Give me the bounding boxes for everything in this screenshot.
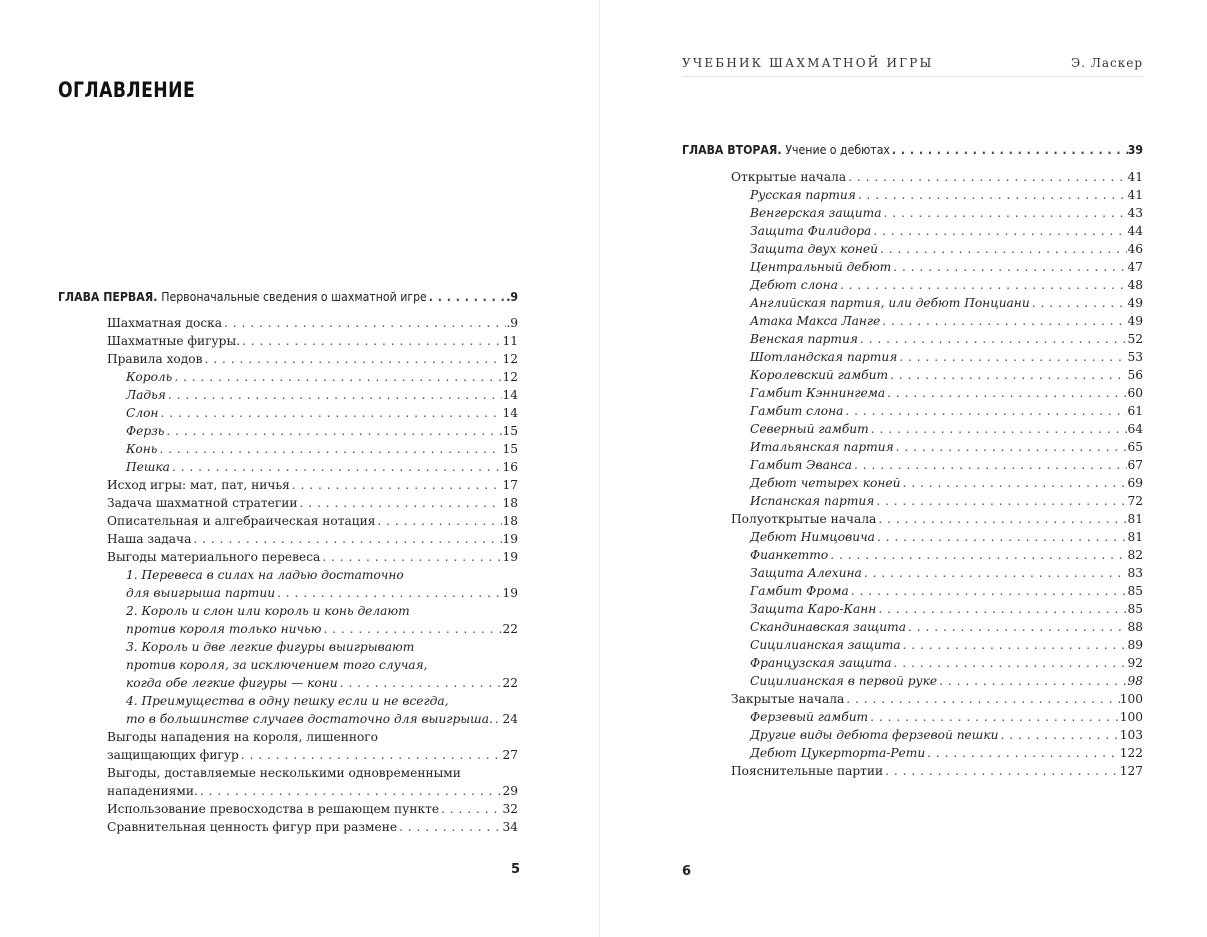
- toc-subentry[interactable]: [731, 384, 1143, 402]
- toc-subentry[interactable]: [107, 458, 518, 476]
- dot-leader: [191, 530, 502, 548]
- toc-entry[interactable]: [107, 800, 518, 818]
- toc-subentry[interactable]: [731, 366, 1143, 384]
- toc-entry-title: Гамбит Фрома: [750, 584, 849, 598]
- header-rule: [682, 76, 1143, 77]
- toc-entry-title: Защита Филидора: [750, 224, 872, 238]
- toc-subentry[interactable]: [731, 600, 1143, 618]
- dot-leader: [858, 330, 1128, 348]
- toc-subentry[interactable]: [731, 474, 1143, 492]
- toc-entry-page: 22: [502, 676, 518, 690]
- toc-entry-page: 52: [1127, 332, 1143, 346]
- toc-entry-title: Центральный дебют: [750, 260, 892, 274]
- toc-subentry[interactable]: [731, 294, 1143, 312]
- dot-leader: [843, 402, 1127, 420]
- toc-subentry-multiline[interactable]: [107, 566, 518, 602]
- toc-entry-title: защищающих фигур: [107, 748, 239, 762]
- toc-title: ОГЛАВЛЕНИЕ: [58, 78, 196, 102]
- toc-entry-page: 85: [1127, 584, 1143, 598]
- toc-entry-page: 11: [502, 334, 518, 348]
- toc-entry-page: 81: [1127, 512, 1143, 526]
- toc-subentry[interactable]: [731, 186, 1143, 204]
- toc-entry-last-line: [126, 584, 518, 602]
- dot-leader: [846, 168, 1127, 186]
- toc-entry-page: 16: [502, 460, 518, 474]
- toc-entry-page: 15: [502, 424, 518, 438]
- toc-entry-page: 41: [1127, 170, 1143, 184]
- toc-entry-title: Правила ходов: [107, 352, 203, 366]
- toc-entry[interactable]: [731, 690, 1143, 708]
- toc-entry-title: Защита Алехина: [750, 566, 862, 580]
- toc-entry-page: 19: [502, 550, 518, 564]
- toc-entry-title-line: Выгоды нападения на короля, лишенного: [107, 730, 379, 744]
- toc-entry[interactable]: [107, 476, 518, 494]
- toc-entry-title: когда обе легкие фигуры — кони: [126, 676, 338, 690]
- toc-entry-title: Король: [126, 370, 173, 384]
- toc-entry-page: 100: [1119, 710, 1143, 724]
- toc-subentry[interactable]: [731, 654, 1143, 672]
- chapter-one-entries: [107, 314, 518, 836]
- chapter-one-heading[interactable]: [58, 288, 518, 306]
- toc-entry-page: 14: [502, 388, 518, 402]
- toc-entry-page: 34: [502, 820, 518, 834]
- toc-entry-title: Конь: [126, 442, 158, 456]
- toc-entry-title: Итальянская партия: [750, 440, 894, 454]
- dot-leader: [871, 222, 1127, 240]
- toc-entry-page: 18: [502, 496, 518, 510]
- toc-subentry-multiline[interactable]: [107, 602, 518, 638]
- dot-leader: [290, 476, 503, 494]
- toc-entry-page: 100: [1119, 692, 1143, 706]
- toc-entry-title: Гамбит Кэннингема: [750, 386, 886, 400]
- toc-entry-title: Выгоды материального перевеса: [107, 550, 321, 564]
- toc-entry-title: нападениями.: [107, 784, 198, 798]
- toc-entry-title: Дебют Цукерторта-Рети: [750, 746, 926, 760]
- toc-entry-page: 89: [1127, 638, 1143, 652]
- chapter-two-entries: [731, 168, 1143, 780]
- dot-leader: [937, 672, 1127, 690]
- toc-entry-title: Ферзь: [126, 424, 165, 438]
- toc-entry-title: Гамбит слона: [750, 404, 844, 418]
- toc-entry-page: 65: [1127, 440, 1143, 454]
- toc-subentry[interactable]: [731, 330, 1143, 348]
- toc-entry-title: Пешка: [126, 460, 170, 474]
- toc-entry-page: 83: [1127, 566, 1143, 580]
- toc-subentry[interactable]: [107, 440, 518, 458]
- dot-leader: [427, 288, 506, 306]
- dot-leader: [876, 510, 1127, 528]
- toc-entry[interactable]: [107, 530, 518, 548]
- toc-entry-title: Другие виды дебюта ферзевой пешки: [750, 728, 999, 742]
- toc-entry-page: 32: [502, 802, 518, 816]
- toc-entry-title: Английская партия, или дебют Понциани: [750, 296, 1030, 310]
- toc-entry-title: Сицилианская защита: [750, 638, 901, 652]
- toc-subentry-multiline[interactable]: [107, 638, 518, 692]
- toc-entry-page: 122: [1119, 746, 1143, 760]
- toc-entry-title: Атака Макса Ланге: [750, 314, 881, 328]
- toc-entry-page: 72: [1127, 494, 1143, 508]
- dot-leader: [849, 582, 1128, 600]
- dot-leader: [900, 474, 1127, 492]
- dot-leader: [885, 384, 1127, 402]
- chapter-one-label: ГЛАВА ПЕРВАЯ.: [58, 290, 158, 304]
- toc-entry-page: 48: [1127, 278, 1143, 292]
- toc-entry-title: Использование превосходства в решающем пункте: [107, 802, 440, 816]
- toc-subentry[interactable]: [731, 744, 1143, 762]
- chapter-two-page: 39: [1127, 143, 1143, 157]
- toc-subentry[interactable]: [731, 456, 1143, 474]
- toc-entry-title: Королевский гамбит: [750, 368, 889, 382]
- dot-leader: [321, 620, 502, 638]
- toc-entry-title-line: 1. Перевеса в силах на ладью достаточно: [126, 568, 404, 582]
- toc-entry-page: 18: [502, 514, 518, 528]
- dot-leader: [998, 726, 1119, 744]
- dot-leader: [888, 366, 1127, 384]
- toc-entry-title: против короля только ничью: [126, 622, 322, 636]
- dot-leader: [493, 710, 503, 728]
- toc-entry-title: Ферзевый гамбит: [750, 710, 869, 724]
- toc-entry-title: Русская партия: [750, 188, 856, 202]
- toc-entry-page: 12: [502, 370, 518, 384]
- chapter-one-subtitle: Первоначальные сведения о шахматной игре: [161, 290, 427, 304]
- left-page: [0, 0, 599, 937]
- toc-entry-page: 49: [1127, 314, 1143, 328]
- dot-leader: [891, 258, 1127, 276]
- dot-leader: [862, 564, 1128, 582]
- toc-entry-page: 14: [502, 406, 518, 420]
- toc-entry[interactable]: [107, 494, 518, 512]
- toc-subentry[interactable]: [731, 312, 1143, 330]
- toc-entry-page: 67: [1127, 458, 1143, 472]
- toc-entry-title: Закрытые начала: [731, 692, 845, 706]
- dot-leader: [892, 654, 1128, 672]
- toc-subentry[interactable]: [731, 726, 1143, 744]
- toc-subentry[interactable]: [731, 438, 1143, 456]
- toc-entry-title: для выигрыша партии: [126, 586, 276, 600]
- toc-subentry[interactable]: [731, 402, 1143, 420]
- toc-entry-title: Описательная и алгебраическая нотация: [107, 514, 376, 528]
- toc-entry[interactable]: [731, 168, 1143, 186]
- toc-subentry[interactable]: [731, 204, 1143, 222]
- toc-entry-page: 49: [1127, 296, 1143, 310]
- toc-entry-page: 64: [1127, 422, 1143, 436]
- chapter-two-heading[interactable]: [682, 141, 1143, 159]
- toc-entry-page: 19: [502, 532, 518, 546]
- toc-entry-title: Пояснительные партии: [731, 764, 884, 778]
- toc-entry-last-line: [107, 782, 518, 800]
- toc-entry-title-line: Выгоды, доставляемые несколькими одновременными: [107, 766, 461, 780]
- toc-entry-page: .9: [506, 316, 518, 330]
- toc-entry[interactable]: [107, 332, 518, 350]
- toc-entry-title: Шахматная доска: [107, 316, 223, 330]
- toc-subentry-multiline[interactable]: [107, 692, 518, 728]
- dot-leader: [439, 800, 502, 818]
- toc-subentry[interactable]: [107, 404, 518, 422]
- toc-entry-last-line: [107, 746, 518, 764]
- toc-entry-page: 85: [1127, 602, 1143, 616]
- toc-subentry[interactable]: [731, 420, 1143, 438]
- toc-subentry[interactable]: [731, 240, 1143, 258]
- chapter-two-subtitle: Учение о дебютах: [785, 143, 890, 157]
- toc-entry[interactable]: [107, 548, 518, 566]
- dot-leader: [202, 350, 502, 368]
- toc-entry-title: Французская защита: [750, 656, 892, 670]
- chapter-two-heading-block: [682, 141, 1143, 159]
- toc-entry-multiline[interactable]: [107, 728, 518, 764]
- dot-leader: [158, 404, 502, 422]
- toc-entry-page: 98: [1127, 674, 1143, 688]
- dot-leader: [897, 348, 1127, 366]
- toc-entry-multiline[interactable]: [107, 764, 518, 800]
- toc-entry-page: 46: [1127, 242, 1143, 256]
- dot-leader: [239, 746, 503, 764]
- dot-leader: [856, 186, 1128, 204]
- right-page: [600, 0, 1207, 937]
- toc-entry-title: Слон: [126, 406, 159, 420]
- toc-subentry[interactable]: [731, 636, 1143, 654]
- toc-entry[interactable]: [107, 350, 518, 368]
- page-number: 5: [511, 862, 521, 877]
- toc-entry-page: 88: [1127, 620, 1143, 634]
- toc-entry-title: Венская партия: [750, 332, 858, 346]
- toc-subentry[interactable]: [107, 368, 518, 386]
- toc-entry-title: Ладья: [126, 388, 166, 402]
- toc-entry[interactable]: [107, 512, 518, 530]
- toc-entry-title: Скандинавская защита: [750, 620, 906, 634]
- toc-subentry[interactable]: [731, 582, 1143, 600]
- toc-entry-title: Полуоткрытые начала: [731, 512, 877, 526]
- running-header-author: Э. Ласкер: [1071, 56, 1143, 70]
- toc-subentry[interactable]: [731, 672, 1143, 690]
- toc-entry-last-line: [126, 710, 518, 728]
- toc-entry-title: Испанская партия: [750, 494, 875, 508]
- toc-entry-title-line: 3. Король и две легкие фигуры выигрывают: [126, 640, 415, 654]
- toc-entry-page: 29: [502, 784, 518, 798]
- dot-leader: [338, 674, 503, 692]
- dot-leader: [198, 782, 503, 800]
- dot-leader: [166, 386, 503, 404]
- toc-subentry[interactable]: [731, 348, 1143, 366]
- toc-entry-title: Северный гамбит: [750, 422, 869, 436]
- toc-entry-title: Венгерская защита: [750, 206, 882, 220]
- toc-entry-title: Дебют Нимцовича: [750, 530, 875, 544]
- toc-entry[interactable]: [107, 314, 518, 332]
- toc-entry-title-line: против короля, за исключением того случая,: [126, 658, 428, 672]
- toc-entry-title: Исход игры: мат, пат, ничья: [107, 478, 290, 492]
- dot-leader: [878, 240, 1128, 258]
- toc-subentry[interactable]: [731, 222, 1143, 240]
- page-number: 6: [682, 864, 692, 879]
- dot-leader: [1030, 294, 1128, 312]
- dot-leader: [852, 456, 1128, 474]
- toc-entry-title: Защита Каро-Канн: [750, 602, 877, 616]
- dot-leader: [880, 312, 1127, 330]
- toc-entry-page: 15: [502, 442, 518, 456]
- dot-leader: [828, 546, 1127, 564]
- toc-entry-title: Сицилианская в первой руке: [750, 674, 938, 688]
- dot-leader: [397, 818, 502, 836]
- dot-leader: [875, 528, 1128, 546]
- dot-leader: [320, 548, 502, 566]
- toc-entry-page: 53: [1127, 350, 1143, 364]
- toc-entry[interactable]: [731, 510, 1143, 528]
- dot-leader: [222, 314, 506, 332]
- toc-entry[interactable]: [731, 762, 1143, 780]
- toc-subentry[interactable]: [731, 546, 1143, 564]
- toc-entry-last-line: [126, 674, 518, 692]
- dot-leader: [881, 204, 1127, 222]
- toc-entry-title: Гамбит Эванса: [750, 458, 852, 472]
- toc-entry-page: 17: [502, 478, 518, 492]
- toc-entry-page: 82: [1127, 548, 1143, 562]
- toc-entry-title-line: 4. Преимущества в одну пешку если и не всегда,: [126, 694, 449, 708]
- dot-leader: [869, 420, 1128, 438]
- toc-entry-page: 19: [502, 586, 518, 600]
- toc-entry-title: Дебют слона: [750, 278, 838, 292]
- toc-subentry[interactable]: [731, 708, 1143, 726]
- toc-entry-title: Дебют четырех коней: [750, 476, 901, 490]
- toc-subentry[interactable]: [107, 422, 518, 440]
- toc-subentry[interactable]: [731, 564, 1143, 582]
- dot-leader: [883, 762, 1120, 780]
- dot-leader: [890, 141, 1128, 159]
- toc-entry-title: Сравнительная ценность фигур при размене: [107, 820, 398, 834]
- toc-entry-title: Задача шахматной стратегии: [107, 496, 298, 510]
- toc-subentry[interactable]: [731, 528, 1143, 546]
- chapter-two-label: ГЛАВА ВТОРАЯ.: [682, 143, 782, 157]
- toc-subentry[interactable]: [731, 258, 1143, 276]
- toc-entry-page: 127: [1119, 764, 1143, 778]
- dot-leader: [874, 492, 1127, 510]
- toc-entry-page: 24: [502, 712, 518, 726]
- toc-entry-page: 61: [1127, 404, 1143, 418]
- dot-leader: [275, 584, 502, 602]
- toc-entry-title: Открытые начала: [731, 170, 847, 184]
- toc-entry-page: 69: [1127, 476, 1143, 490]
- dot-leader: [868, 708, 1120, 726]
- toc-entry-page: 92: [1127, 656, 1143, 670]
- toc-entry-title: то в большинстве случаев достаточно для выигрыша.: [126, 712, 493, 726]
- dot-leader: [157, 440, 502, 458]
- toc-subentry[interactable]: [731, 492, 1143, 510]
- dot-leader: [375, 512, 502, 530]
- toc-entry[interactable]: [107, 818, 518, 836]
- toc-entry-page: 44: [1127, 224, 1143, 238]
- dot-leader: [906, 618, 1128, 636]
- dot-leader: [876, 600, 1127, 618]
- toc-entry-last-line: [126, 620, 518, 638]
- toc-entry-page: 41: [1127, 188, 1143, 202]
- toc-entry-title: Шотландская партия: [750, 350, 898, 364]
- toc-entry-title-line: 2. Король и слон или король и конь делают: [126, 604, 410, 618]
- dot-leader: [240, 332, 502, 350]
- toc-entry-title: Фианкетто: [750, 548, 829, 562]
- dot-leader: [297, 494, 502, 512]
- dot-leader: [838, 276, 1128, 294]
- toc-entry-page: 60: [1127, 386, 1143, 400]
- toc-entry-page: 47: [1127, 260, 1143, 274]
- dot-leader: [894, 438, 1128, 456]
- chapter-one-heading-block: [58, 288, 518, 306]
- toc-entry-page: 27: [502, 748, 518, 762]
- toc-entry-title: Шахматные фигуры.: [107, 334, 241, 348]
- toc-subentry[interactable]: [731, 276, 1143, 294]
- toc-subentry[interactable]: [107, 386, 518, 404]
- dot-leader: [172, 368, 502, 386]
- dot-leader: [925, 744, 1120, 762]
- toc-entry-title: Наша задача: [107, 532, 192, 546]
- toc-entry-page: 56: [1127, 368, 1143, 382]
- toc-subentry[interactable]: [731, 618, 1143, 636]
- toc-entry-page: 103: [1119, 728, 1143, 742]
- running-header-title: УЧЕБНИК ШАХМАТНОЙ ИГРЫ: [682, 56, 934, 70]
- toc-entry-title: Защита двух коней: [750, 242, 878, 256]
- dot-leader: [170, 458, 503, 476]
- dot-leader: [901, 636, 1128, 654]
- toc-entry-page: 81: [1127, 530, 1143, 544]
- dot-leader: [844, 690, 1120, 708]
- chapter-one-page: .9: [506, 290, 518, 304]
- toc-entry-page: 22: [502, 622, 518, 636]
- toc-entry-page: 12: [502, 352, 518, 366]
- dot-leader: [164, 422, 502, 440]
- toc-entry-page: 43: [1127, 206, 1143, 220]
